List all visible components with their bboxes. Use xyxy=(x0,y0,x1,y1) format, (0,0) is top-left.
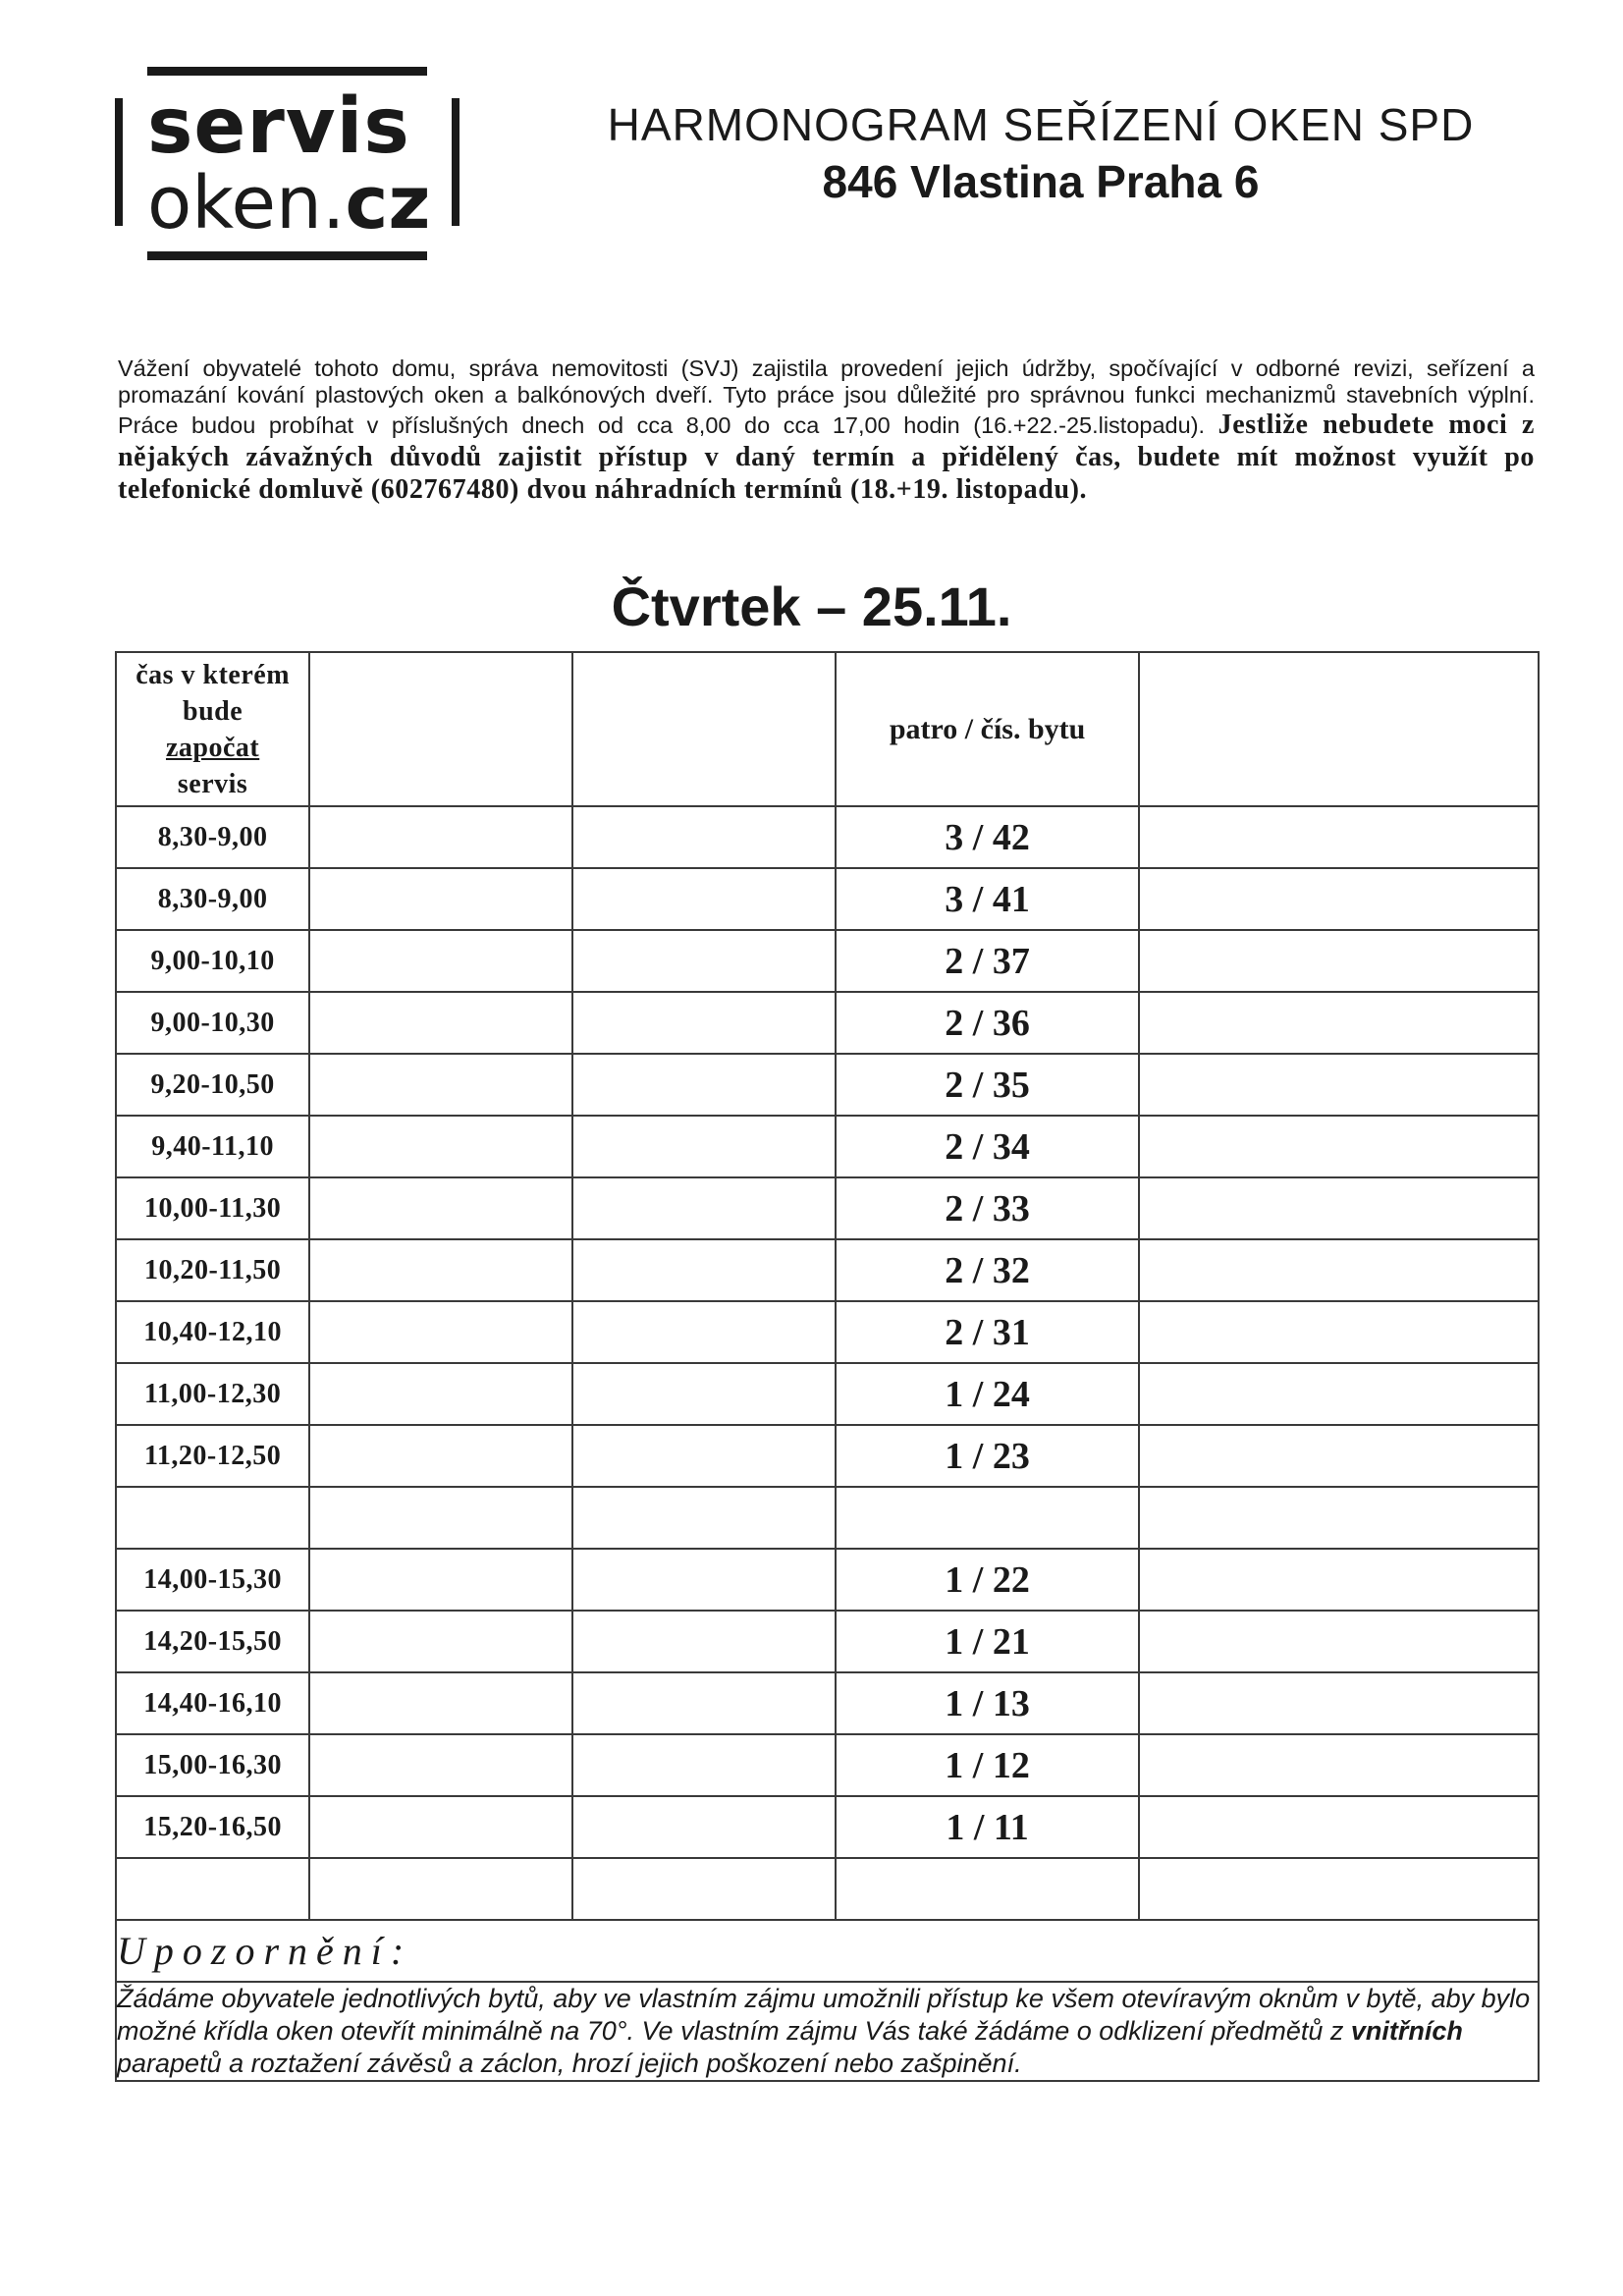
time-cell: 14,20-15,50 xyxy=(116,1611,309,1672)
notice-text xyxy=(116,1982,1539,2081)
blank-column-header-3 xyxy=(1139,652,1539,806)
blank-cell xyxy=(1139,806,1539,868)
unit-cell: 1 / 12 xyxy=(836,1734,1139,1796)
blank-cell xyxy=(1139,1116,1539,1177)
blank-cell xyxy=(572,930,836,992)
schedule-row xyxy=(116,1672,1539,1734)
blank-cell xyxy=(572,1239,836,1301)
blank-cell xyxy=(1139,1611,1539,1672)
blank-cell xyxy=(572,1487,836,1549)
blank-cell xyxy=(572,992,836,1054)
unit-column-header: patro / čís. bytu xyxy=(836,652,1139,806)
schedule-row xyxy=(116,868,1539,930)
unit-cell: 2 / 35 xyxy=(836,1054,1139,1116)
blank-cell xyxy=(309,1363,572,1425)
schedule-row xyxy=(116,1549,1539,1611)
unit-cell: 1 / 21 xyxy=(836,1611,1139,1672)
blank-cell xyxy=(572,1734,836,1796)
time-cell: 10,00-11,30 xyxy=(116,1177,309,1239)
unit-cell: 1 / 11 xyxy=(836,1796,1139,1858)
blank-cell xyxy=(572,868,836,930)
blank-cell xyxy=(309,1425,572,1487)
unit-cell: 3 / 42 xyxy=(836,806,1139,868)
schedule-row xyxy=(116,1487,1539,1549)
blank-cell xyxy=(572,1116,836,1177)
blank-cell xyxy=(572,1549,836,1611)
blank-cell xyxy=(1139,1054,1539,1116)
blank-cell xyxy=(309,992,572,1054)
unit-cell: 2 / 37 xyxy=(836,930,1139,992)
blank-cell xyxy=(309,868,572,930)
time-cell: 15,00-16,30 xyxy=(116,1734,309,1796)
unit-cell xyxy=(836,1487,1139,1549)
blank-cell xyxy=(309,1116,572,1177)
unit-cell: 2 / 33 xyxy=(836,1177,1139,1239)
blank-cell xyxy=(572,1858,836,1920)
blank-cell xyxy=(1139,1177,1539,1239)
blank-cell xyxy=(1139,1858,1539,1920)
time-cell: 9,00-10,10 xyxy=(116,930,309,992)
blank-cell xyxy=(572,806,836,868)
blank-cell xyxy=(572,1177,836,1239)
notice-text-part1: Žádáme obyvatele jednotlivých bytů, aby ve vlastním zájmu umožnili přístup ke všem otevíravým oknům v bytě, aby bylo možné křídla oken otevřít minimálně na 70°. Ve vlastním zájmu Vás také žádáme o odklizení předmětů z xyxy=(117,1984,1531,2046)
notice-text-part2: parapetů a roztažení závěsů a záclon, hrozí jejich poškození nebo zašpinění. xyxy=(117,2049,1022,2078)
blank-cell xyxy=(572,1363,836,1425)
blank-cell xyxy=(572,1672,836,1734)
unit-cell: 2 / 32 xyxy=(836,1239,1139,1301)
unit-cell: 1 / 22 xyxy=(836,1549,1139,1611)
logo-bar-right xyxy=(452,98,460,226)
blank-cell xyxy=(572,1054,836,1116)
schedule-row xyxy=(116,1858,1539,1920)
time-header-line3: započat xyxy=(165,732,260,763)
time-cell: 11,00-12,30 xyxy=(116,1363,309,1425)
schedule-row xyxy=(116,1239,1539,1301)
blank-cell xyxy=(1139,1239,1539,1301)
unit-cell: 1 / 24 xyxy=(836,1363,1139,1425)
time-cell: 14,00-15,30 xyxy=(116,1549,309,1611)
blank-cell xyxy=(1139,930,1539,992)
schedule-row xyxy=(116,1177,1539,1239)
time-header-line4: servis xyxy=(177,768,248,799)
blank-column-header-1 xyxy=(309,652,572,806)
schedule-row xyxy=(116,1363,1539,1425)
blank-cell xyxy=(1139,1672,1539,1734)
blank-cell xyxy=(309,806,572,868)
document-title: HARMONOGRAM SEŘÍZENÍ OKEN SPD xyxy=(607,99,1475,150)
blank-cell xyxy=(309,1301,572,1363)
time-cell: 11,20-12,50 xyxy=(116,1425,309,1487)
blank-cell xyxy=(1139,1301,1539,1363)
blank-cell xyxy=(1139,1487,1539,1549)
time-cell xyxy=(116,1858,309,1920)
blank-column-header-2 xyxy=(572,652,836,806)
notice-body-row xyxy=(116,1982,1539,2081)
servis-oken-logo xyxy=(108,59,461,270)
schedule-row xyxy=(116,930,1539,992)
blank-cell xyxy=(309,1239,572,1301)
notice-heading: Upozornění: xyxy=(116,1920,1539,1982)
schedule-row xyxy=(116,806,1539,868)
schedule-table xyxy=(115,651,1540,2082)
time-header-line1: čas v kterém xyxy=(135,659,291,690)
time-column-header xyxy=(116,652,309,806)
blank-cell xyxy=(309,1734,572,1796)
blank-cell xyxy=(1139,1425,1539,1487)
time-cell: 9,40-11,10 xyxy=(116,1116,309,1177)
blank-cell xyxy=(1139,1796,1539,1858)
logo-bar-bottom xyxy=(147,251,427,260)
blank-cell xyxy=(309,930,572,992)
time-cell: 8,30-9,00 xyxy=(116,868,309,930)
unit-cell xyxy=(836,1858,1139,1920)
unit-cell: 2 / 34 xyxy=(836,1116,1139,1177)
schedule-row xyxy=(116,1425,1539,1487)
blank-cell xyxy=(572,1611,836,1672)
logo-word-cz: cz xyxy=(345,161,431,246)
notice-heading-row xyxy=(116,1920,1539,1982)
schedule-row xyxy=(116,1301,1539,1363)
unit-cell: 2 / 31 xyxy=(836,1301,1139,1363)
blank-cell xyxy=(309,1487,572,1549)
time-cell: 10,40-12,10 xyxy=(116,1301,309,1363)
blank-cell xyxy=(309,1549,572,1611)
unit-cell: 1 / 13 xyxy=(836,1672,1139,1734)
time-header-line2: bude xyxy=(183,695,243,727)
schedule-row xyxy=(116,992,1539,1054)
blank-cell xyxy=(572,1796,836,1858)
blank-cell xyxy=(309,1054,572,1116)
schedule-row xyxy=(116,1054,1539,1116)
schedule-row xyxy=(116,1116,1539,1177)
logo-word-oken-prefix: oken. xyxy=(147,161,346,246)
blank-cell xyxy=(309,1177,572,1239)
blank-cell xyxy=(1139,1363,1539,1425)
unit-cell: 1 / 23 xyxy=(836,1425,1139,1487)
day-heading: Čtvrtek – 25.11. xyxy=(611,575,1012,637)
time-cell: 10,20-11,50 xyxy=(116,1239,309,1301)
unit-cell: 3 / 41 xyxy=(836,868,1139,930)
time-cell: 8,30-9,00 xyxy=(116,806,309,868)
intro-text: Vážení obyvatelé tohoto domu, správa nemovitosti (SVJ) zajistila provedení jejich údržby, spočívající v odborné revizi, seřízení a promazání kování plastových oken a balkónových dveří. Tyto práce jsou důležité pro správnou funkci mechanizmů stavebních výplní. Práce budou probíhat v příslušných dnech od cca 8,00 do cca 17,00 hodin (16.+22.-25.listopadu). xyxy=(118,355,1535,438)
time-cell: 14,40-16,10 xyxy=(116,1672,309,1734)
time-cell: 9,00-10,30 xyxy=(116,992,309,1054)
blank-cell xyxy=(572,1425,836,1487)
time-cell: 9,20-10,50 xyxy=(116,1054,309,1116)
document-subtitle: 846 Vlastina Praha 6 xyxy=(822,156,1260,207)
time-cell xyxy=(116,1487,309,1549)
schedule-row xyxy=(116,1611,1539,1672)
unit-cell: 2 / 36 xyxy=(836,992,1139,1054)
blank-cell xyxy=(309,1796,572,1858)
logo-word-servis: servis xyxy=(147,82,410,171)
logo-word-oken xyxy=(147,161,431,246)
schedule-row xyxy=(116,1796,1539,1858)
blank-cell xyxy=(1139,992,1539,1054)
schedule-row xyxy=(116,1734,1539,1796)
logo-bar-left xyxy=(115,98,123,226)
time-cell: 15,20-16,50 xyxy=(116,1796,309,1858)
intro-paragraph xyxy=(118,355,1535,506)
blank-cell xyxy=(309,1672,572,1734)
intro-bold-text: Jestliže nebudete moci z nějakých závažných důvodů zajistit přístup v daný termín a přidělený čas, budete mít možnost využít po telefonické domluvě (602767480) dvou náhradních termínů (18.+19. listopadu). xyxy=(118,410,1535,505)
blank-cell xyxy=(572,1301,836,1363)
blank-cell xyxy=(309,1858,572,1920)
blank-cell xyxy=(1139,1734,1539,1796)
blank-cell xyxy=(309,1611,572,1672)
notice-text-bold: vnitřních xyxy=(1350,2016,1463,2046)
blank-cell xyxy=(1139,1549,1539,1611)
blank-cell xyxy=(1139,868,1539,930)
schedule-header-row xyxy=(116,652,1539,806)
logo-bar-top xyxy=(147,67,427,76)
